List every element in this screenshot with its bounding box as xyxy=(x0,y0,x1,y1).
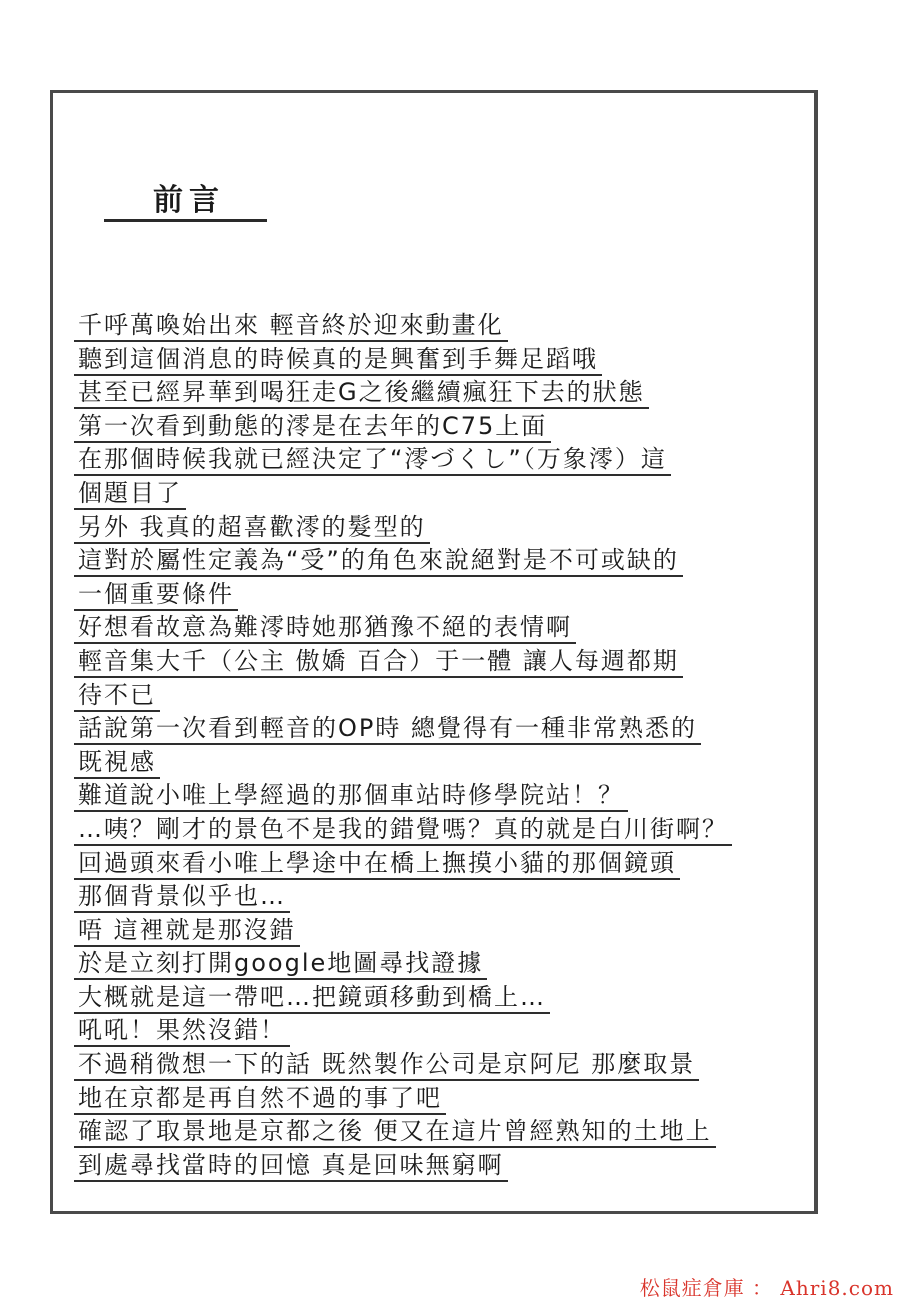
line-text: 在那個時候我就已經決定了“澪づくし”（万象澪）這 xyxy=(74,444,671,476)
text-line xyxy=(74,713,814,747)
text-line xyxy=(74,1083,814,1117)
line-text: 大概就是這一帶吧…把鏡頭移動到橋上… xyxy=(74,982,550,1014)
text-line xyxy=(74,915,814,949)
text-line xyxy=(74,814,814,848)
line-text: 地在京都是再自然不過的事了吧 xyxy=(74,1083,446,1115)
text-line xyxy=(74,478,814,512)
line-text: 到處尋找當時的回憶 真是回味無窮啊 xyxy=(74,1150,508,1182)
line-text: 聽到這個消息的時候真的是興奮到手舞足蹈哦 xyxy=(74,344,602,376)
line-text: 難道說小唯上學經過的那個車站時修學院站！？ xyxy=(74,780,628,812)
title-underline xyxy=(104,219,267,222)
text-line xyxy=(74,1015,814,1049)
line-text: 於是立刻打開google地圖尋找證據 xyxy=(74,948,487,980)
line-text: 既視感 xyxy=(74,747,160,779)
text-line xyxy=(74,881,814,915)
text-line xyxy=(74,411,814,445)
text-line xyxy=(74,680,814,714)
text-line xyxy=(74,848,814,882)
text-line xyxy=(74,1150,814,1184)
text-line xyxy=(74,344,814,378)
text-line xyxy=(74,982,814,1016)
text-line xyxy=(74,948,814,982)
line-text: 那個背景似乎也… xyxy=(74,881,290,913)
text-line xyxy=(74,512,814,546)
line-text: …咦？剛才的景色不是我的錯覺嗎？真的就是白川街啊？ xyxy=(74,814,732,846)
text-line xyxy=(74,377,814,411)
line-text: 好想看故意為難澪時她那猶豫不絕的表情啊 xyxy=(74,612,576,644)
line-text: 唔 這裡就是那沒錯 xyxy=(74,915,300,947)
line-text: 個題目了 xyxy=(74,478,186,510)
line-text: 這對於屬性定義為“受”的角色來說絕對是不可或缺的 xyxy=(74,545,683,577)
text-line xyxy=(74,310,814,344)
line-text: 輕音集大千（公主 傲嬌 百合）于一體 讓人每週都期 xyxy=(74,646,683,678)
line-text: 不過稍微想一下的話 既然製作公司是京阿尼 那麼取景 xyxy=(74,1049,699,1081)
text-line xyxy=(74,444,814,478)
text-line xyxy=(74,545,814,579)
text-line xyxy=(74,747,814,781)
line-text: 另外 我真的超喜歡澪的髮型的 xyxy=(74,512,430,544)
line-text: 第一次看到動態的澪是在去年的C75上面 xyxy=(74,411,551,443)
text-line xyxy=(74,1116,814,1150)
text-lines xyxy=(74,310,814,1183)
page-title: 前言 xyxy=(153,183,225,218)
line-text: 千呼萬喚始出來 輕音終於迎來動畫化 xyxy=(74,310,508,342)
text-line xyxy=(74,646,814,680)
text-line xyxy=(74,780,814,814)
text-line xyxy=(74,1049,814,1083)
line-text: 回過頭來看小唯上學途中在橋上撫摸小貓的那個鏡頭 xyxy=(74,848,680,880)
line-text: 甚至已經昇華到喝狂走G之後繼續瘋狂下去的狀態 xyxy=(74,377,649,409)
text-line xyxy=(74,579,814,613)
line-text: 確認了取景地是京都之後 便又在這片曾經熟知的土地上 xyxy=(74,1116,716,1148)
watermark: 松鼠症倉庫 ： Ahri8.com xyxy=(639,1276,894,1300)
line-text: 一個重要條件 xyxy=(74,579,238,611)
text-line xyxy=(74,612,814,646)
line-text: 話說第一次看到輕音的OP時 總覺得有一種非常熟悉的 xyxy=(74,713,701,745)
line-text: 吼吼！果然沒錯！ xyxy=(74,1015,290,1047)
line-text: 待不已 xyxy=(74,680,160,712)
